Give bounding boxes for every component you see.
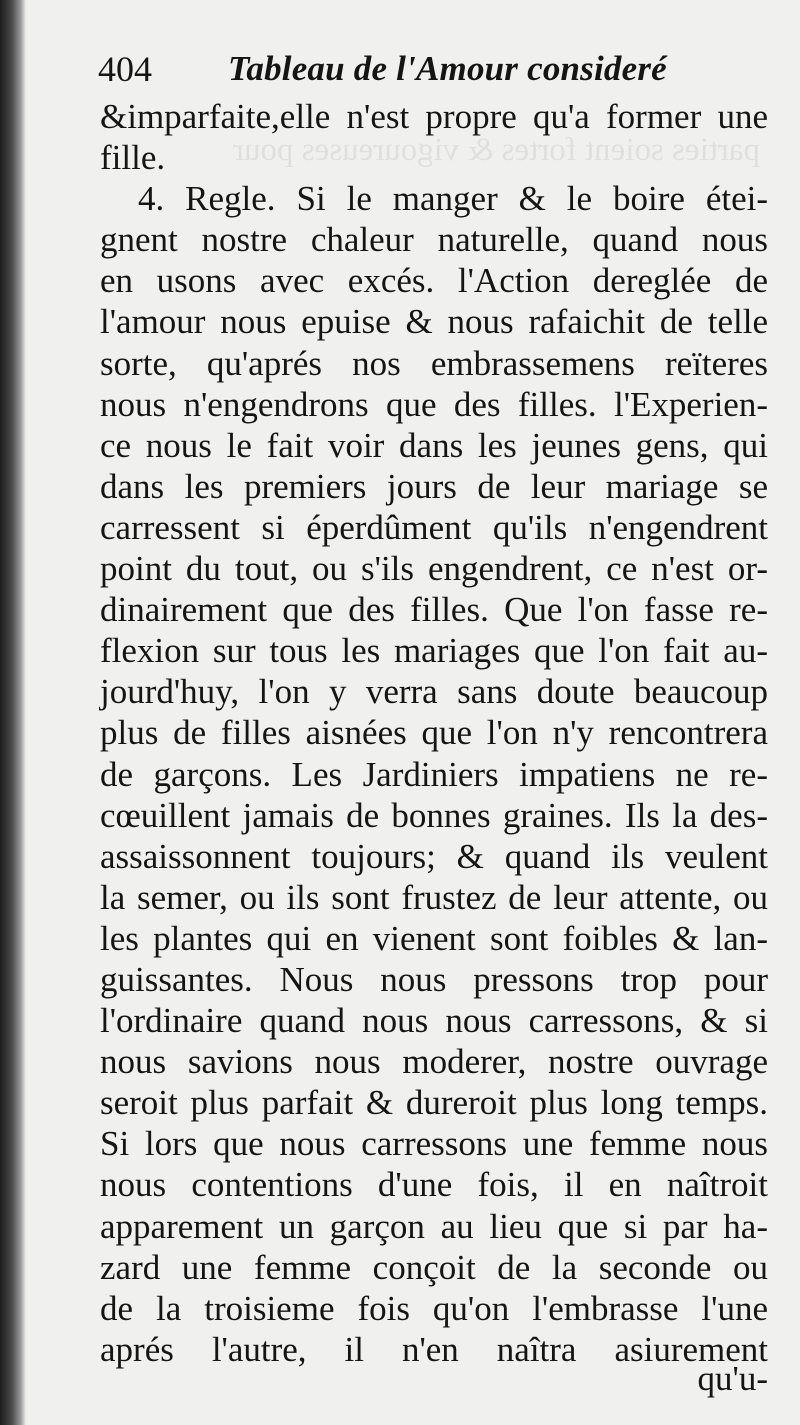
text-line-29: zard une femme conçoit de la seconde ou xyxy=(100,1247,768,1287)
text-line-30: de la troisieme fois qu'on l'embrasse l'une xyxy=(100,1288,768,1328)
text-line-19: assaissonnent toujours; & quand ils veulent xyxy=(100,836,768,876)
text-line-24: nous savions nous moderer, nostre ouvrage xyxy=(100,1042,768,1082)
text-line-26: Si lors que nous carressons une femme nous xyxy=(100,1124,768,1164)
text-line-1: &imparfaite,elle n'est propre qu'a former une xyxy=(100,97,768,136)
text-line-21: les plantes qui en vienent sont foibles & lan- xyxy=(100,918,768,958)
text-line-14: flexion sur tous les mariages que l'on fait au- xyxy=(100,631,768,671)
text-line-31: aprés l'autre, il n'en naîtra asiurement xyxy=(100,1329,768,1369)
text-line-2: fille. xyxy=(100,138,166,178)
body-text xyxy=(100,96,768,1370)
text-line-5: en usons avec excés. l'Action dereglée de xyxy=(100,261,768,301)
running-title: Tableau de l'Amour consideré xyxy=(228,49,667,88)
text-line-17: de garçons. Les Jardiniers impatiens ne re- xyxy=(100,754,768,794)
text-line-25: seroit plus parfait & dureroit plus long temps. xyxy=(100,1083,768,1123)
text-line-20: la semer, ou ils sont frustez de leur attente, ou xyxy=(100,877,768,917)
text-line-28: apparement un garçon au lieu que si par ha- xyxy=(100,1206,768,1246)
text-line-4: gnent nostre chaleur naturelle, quand nous xyxy=(100,220,768,260)
text-line-16: plus de filles aisnées que l'on n'y rencontrera xyxy=(100,713,768,753)
text-line-3: 4. Regle. Si le manger & le boire étei- xyxy=(138,179,768,219)
text-line-12: point du tout, ou s'ils engendrent, ce n'est or- xyxy=(100,549,768,589)
page-header xyxy=(98,44,760,94)
text-line-22: guissantes. Nous nous pressons trop pour xyxy=(100,959,768,999)
text-line-8: nous n'engendrons que des filles. l'Experien- xyxy=(100,384,768,424)
text-line-23: l'ordinaire quand nous nous carressons, & si xyxy=(100,1001,768,1041)
text-line-9: ce nous le fait voir dans les jeunes gens, qui xyxy=(100,425,768,465)
text-line-10: dans les premiers jours de leur mariage se xyxy=(100,466,768,506)
catchword: qu'u- xyxy=(697,1359,768,1398)
text-line-18: cœuillent jamais de bonnes graines. Ils la des- xyxy=(100,795,768,835)
text-line-15: jourd'huy, l'on y verra sans doute beaucoup xyxy=(100,672,768,712)
text-line-27: nous contentions d'une fois, il en naîtroit xyxy=(100,1165,768,1205)
text-line-11: carressent si éperdûment qu'ils n'engendrent xyxy=(100,507,768,547)
text-line-13: dinairement que des filles. Que l'on fasse re- xyxy=(100,590,768,630)
text-line-7: sorte, qu'aprés nos embrassemens reïteres xyxy=(100,343,768,383)
text-line-6: l'amour nous epuise & nous rafaichit de telle xyxy=(100,302,768,342)
page-number: 404 xyxy=(98,49,152,89)
page-gutter-shadow xyxy=(0,0,26,1425)
bleed-through-texture: parties soient fortes & vigoureuses pour xyxy=(233,132,760,168)
